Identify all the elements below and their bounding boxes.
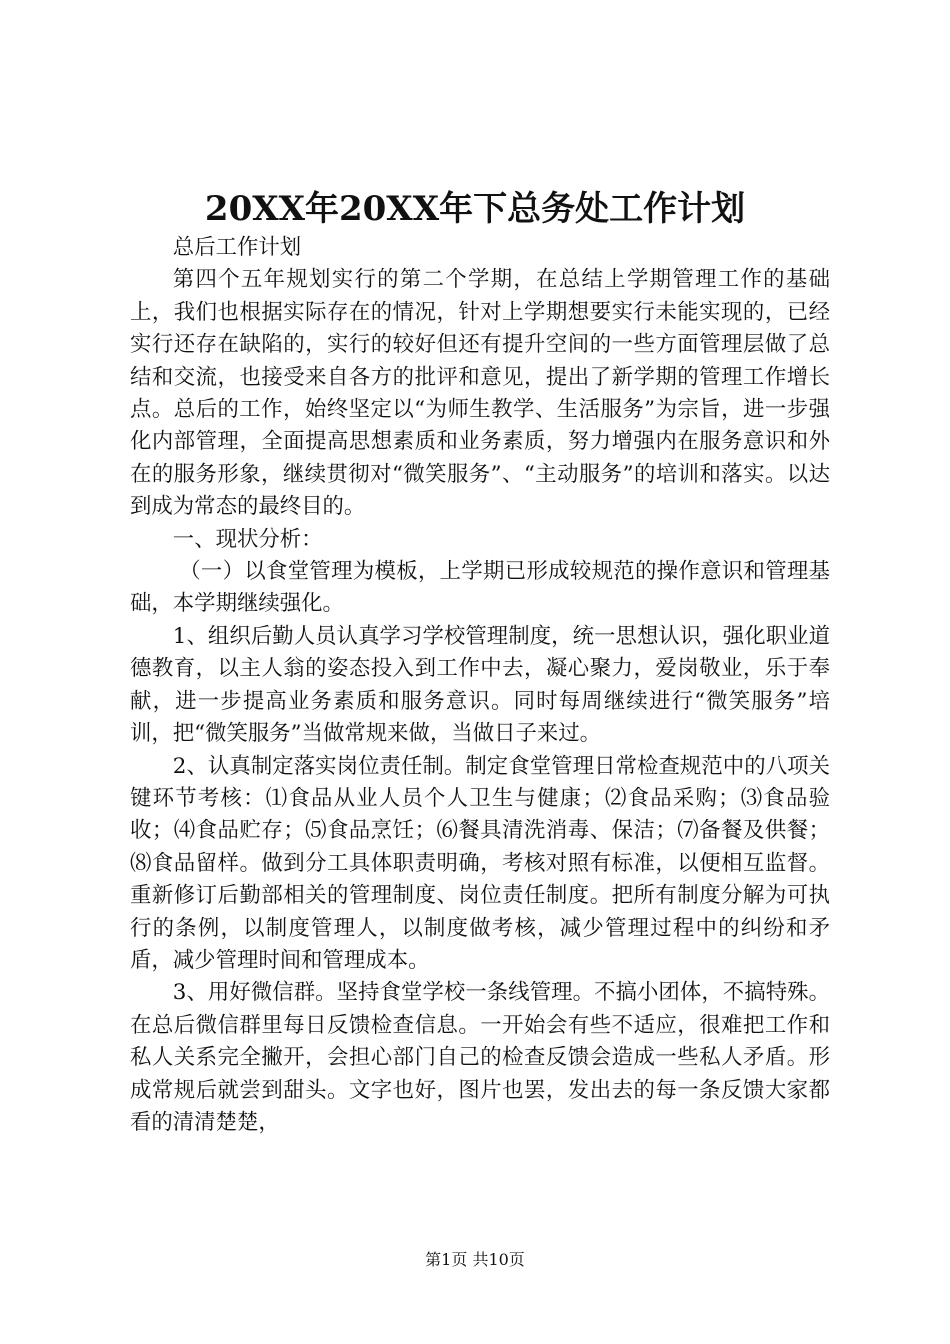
paragraph-subsection: （一）以食堂管理为模板，上学期已形成较规范的操作意识和管理基础，本学期继续强化。 [130,559,830,617]
document-title: 20XX年20XX年下总务处工作计划 [204,189,746,229]
paragraph-heading: 总后工作计划 [172,235,302,260]
document-body [130,232,830,1139]
page-footer: 第1页 共10页 [425,1250,525,1269]
paragraph-item-2: 2、认真制定落实岗位责任制。制定食堂管理日常检查规范中的八项关键环节考核：⑴食品从业人员个人卫生与健康；⑵食品采购；⑶食品验收；⑷食品贮存；⑸食品烹饪；⑹餐具清洗消毒、保洁；⑺备餐及供餐；⑻食品留样。做到分工具体职责明确，考核对照有标准，以便相互监督。重新修订后勤部相关的管理制度、岗位责任制度。把所有制度分解为可执行的条例，以制度管理人，以制度做考核，减少管理过程中的纠纷和矛盾，减少管理时间和管理成本。 [130,753,830,973]
paragraph-item-3: 3、用好微信群。坚持食堂学校一条线管理。不搞小团体，不搞特殊。在总后微信群里每日反馈检查信息。一开始会有些不适应，很难把工作和私人关系完全撇开，会担心部门自己的检查反馈会造成一些私人矛盾。形成常规后就尝到甜头。文字也好，图片也罢，发出去的每一条反馈大家都看的清清楚楚， [130,980,830,1135]
paragraph-section-heading: 一、现状分析： [172,526,323,552]
paragraph-item-1: 1、组织后勤人员认真学习学校管理制度，统一思想认识，强化职业道德教育，以主人翁的姿态投入到工作中去，凝心聚力，爱岗敬业，乐于奉献，进一步提高业务素质和服务意识。同时每周继续进行“微笑服务”培训，把“微笑服务”当做常规来做，当做日子来过。 [130,623,830,747]
paragraph-intro: 第四个五年规划实行的第二个学期，在总结上学期管理工作的基础上，我们也根据实际存在的情况，针对上学期想要实行未能实现的，已经实行还存在缺陷的，实行的较好但还有提升空间的一些方面管理层做了总结和交流，也接受来自各方的批评和意见，提出了新学期的管理工作增长点。总后的工作，始终坚定以“为师生教学、生活服务”为宗旨，进一步强化内部管理，全面提高思想素质和业务素质，努力增强内在服务意识和外在的服务形象，继续贯彻对“微笑服务”、“主动服务”的培训和落实。以达到成为常态的最终目的。 [130,267,830,520]
